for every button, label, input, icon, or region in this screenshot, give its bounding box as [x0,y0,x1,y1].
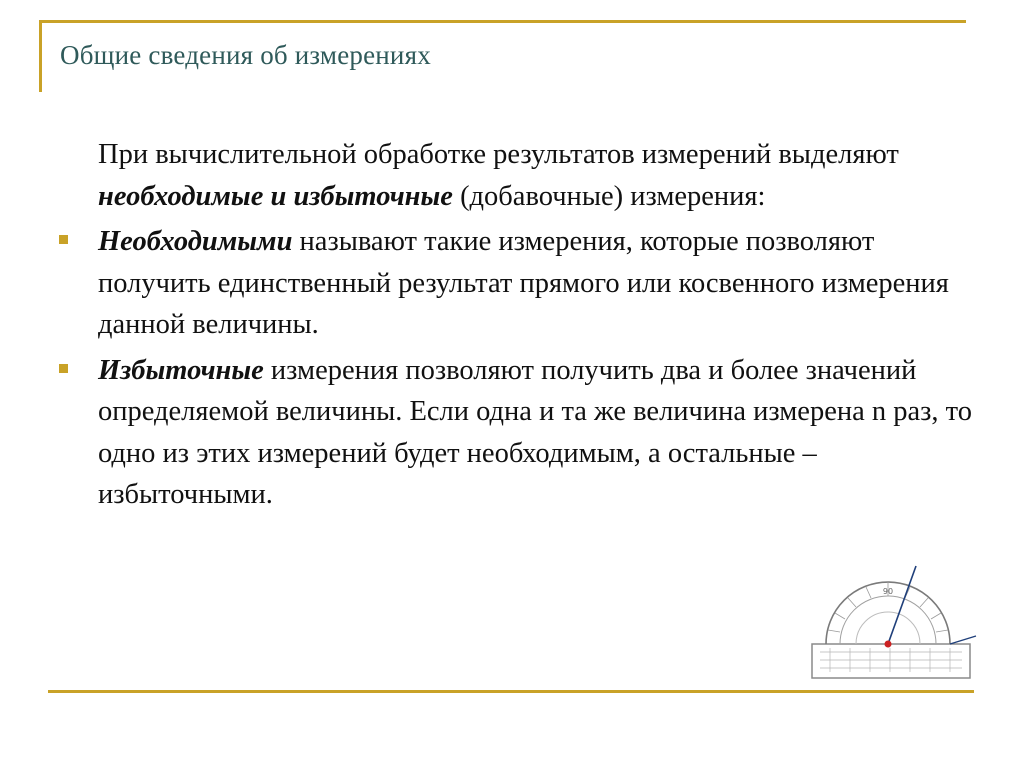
bullet-square-icon [59,364,68,373]
list-item [98,350,978,516]
intro-emphasis: необходимые и избыточные [98,180,453,212]
protractor-icon [800,560,984,686]
slide-body [98,134,978,520]
bullet-term: Избыточные [98,354,264,386]
bullet-text: называют такие измерения, которые позволяют получить единственный результат прямого или косвенного измерения данной величины. [98,226,949,340]
bullet-text: измерения позволяют получить два и более значений определяемой величины. Если одна и та же величина измерена n раз, то одно из этих измерений будет необходимым, а остальные – избыточными. [98,354,972,510]
title-accent-bar [39,20,42,92]
protractor-scale-label: 90 [882,587,894,596]
intro-text-end: (добавочные) измерения: [452,180,766,212]
intro-paragraph [98,134,978,217]
page-title: Общие сведения об измерениях [60,40,431,70]
bottom-divider [48,690,974,693]
list-item [98,221,978,346]
bullet-square-icon [59,235,68,244]
intro-text-start: При вычислительной обработке результатов измерений выделяют [98,139,899,170]
top-divider [40,20,966,23]
bullet-term: Необходимыми [98,226,293,257]
